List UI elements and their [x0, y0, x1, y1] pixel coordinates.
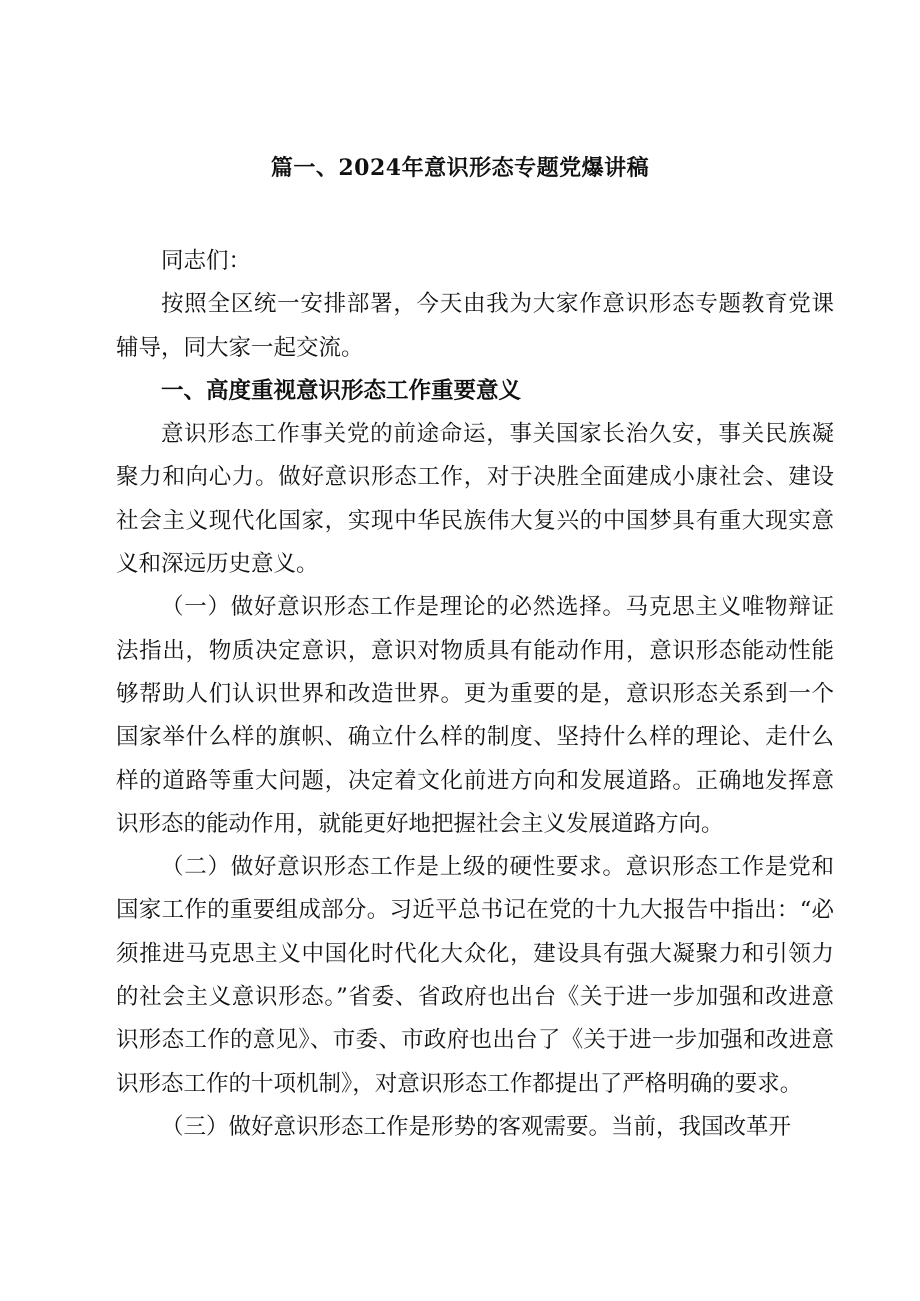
paragraph-intro: 按照全区统一安排部署，今天由我为大家作意识形态专题教育党课辅导，同大家一起交流。 [116, 291, 834, 361]
paragraph-section-1: 意识形态工作事关党的前途命运，事关国家长治久安，事关民族凝聚力和向心力。做好意识形态工作，对于决胜全面建成小康社会、建设社会主义现代化国家，实现中华民族伟大复兴的中国梦具有重大现实意义和深远历史意义。 [116, 421, 834, 578]
section-heading-1: 一、高度重视意识形态工作重要意义 [161, 377, 522, 404]
document-title: 篇一、2024年意识形态专题党爆讲稿 [270, 155, 650, 181]
document-body [116, 240, 834, 1149]
paragraph-point-1: （一）做好意识形态工作是理论的必然选择。马克思主义唯物辩证法指出，物质决定意识，意识对物质具有能动作用，意识形态能动性能够帮助人们认识世界和改造世界。更为重要的是，意识形态关系到一个国家举什么样的旗帜、确立什么样的制度、坚持什么样的理论、走什么样的道路等重大问题，决定着文化前进方向和发展道路。正确地发挥意识形态的能动作用，就能更好地把握社会主义发展道路方向。 [116, 594, 834, 837]
paragraph-point-2: （二）做好意识形态工作是上级的硬性要求。意识形态工作是党和国家工作的重要组成部分。习近平总书记在党的十九大报告中指出：“必须推进马克思主义中国化时代化大众化，建设具有强大凝聚力和引领力的社会主义意识形态。”省委、省政府也出台《关于进一步加强和改进意识形态工作的意见》、市委、市政府也出台了《关于进一步加强和改进意识形态工作的十项机制》，对意识形态工作都提出了严格明确的要求。 [116, 854, 834, 1097]
paragraph-point-3: （三）做好意识形态工作是形势的客观需要。当前，我国改革开 [161, 1113, 792, 1140]
salutation: 同志们： [161, 248, 252, 274]
